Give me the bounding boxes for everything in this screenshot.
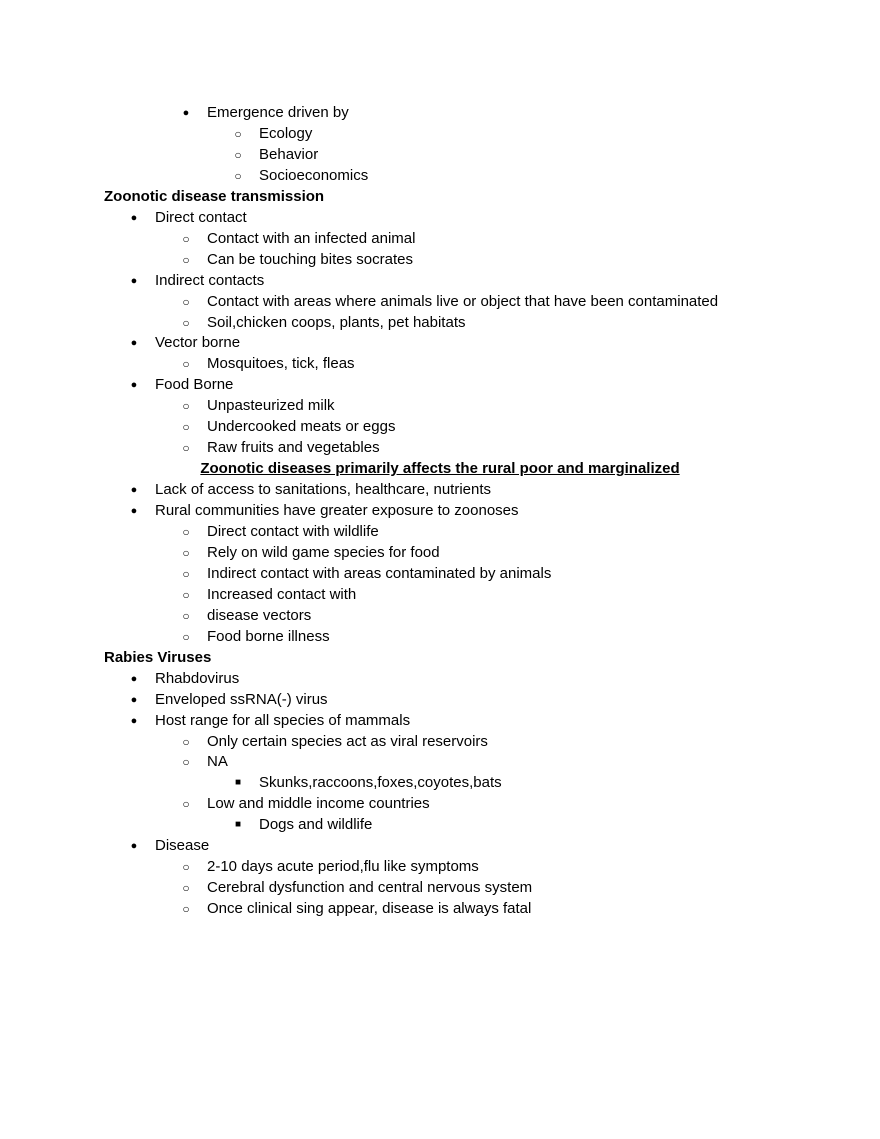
circle-bullet-icon: ○ — [182, 587, 190, 602]
disc-bullet-icon: ● — [130, 274, 138, 287]
circle-bullet-icon: ○ — [234, 147, 242, 162]
circle-bullet-icon: ○ — [182, 315, 190, 330]
list-item-text: Only certain species act as viral reservoirs — [207, 732, 488, 750]
list-item-text: Contact with areas where animals live or object that have been contaminated — [207, 292, 719, 310]
section-heading: Rabies Viruses — [104, 648, 212, 666]
circle-bullet-icon: ○ — [182, 755, 190, 770]
list-item-text: Soil,chicken coops, plants, pet habitats — [207, 313, 466, 331]
list-item-text: Undercooked meats or eggs — [207, 418, 396, 436]
list-item-text: Rely on wild game species for food — [207, 543, 440, 561]
list-item-text: Cerebral dysfunction and central nervous system — [207, 879, 533, 897]
list-item-text: Food borne illness — [207, 627, 330, 645]
disc-bullet-icon: ● — [130, 484, 138, 497]
list-item-text: Unpasteurized milk — [207, 397, 335, 415]
list-item-text: Ecology — [259, 124, 313, 142]
disc-bullet-icon: ● — [130, 840, 138, 853]
circle-bullet-icon: ○ — [182, 566, 190, 581]
list-item-text: Once clinical sing appear, disease is always fatal — [207, 900, 532, 918]
list-item-text: Rural communities have greater exposure to zoonoses — [155, 502, 519, 520]
list-item-text: Low and middle income countries — [207, 795, 430, 813]
circle-bullet-icon: ○ — [182, 629, 190, 644]
list-item-text: Vector borne — [155, 334, 241, 352]
list-item-text: Direct contact — [155, 208, 247, 226]
circle-bullet-icon: ○ — [182, 252, 190, 267]
list-item-text: disease vectors — [207, 606, 312, 624]
section-heading: Zoonotic disease transmission — [104, 187, 325, 205]
centered-section-heading: Zoonotic diseases primarily affects the rural poor and marginalized — [200, 460, 680, 478]
list-item-text: Lack of access to sanitations, healthcare, nutrients — [155, 481, 492, 499]
list-item-text: Socioeconomics — [259, 166, 369, 184]
disc-bullet-icon: ● — [130, 714, 138, 727]
circle-bullet-icon: ○ — [182, 734, 190, 749]
list-item-text: Indirect contact with areas contaminated by animals — [207, 564, 552, 582]
circle-bullet-icon: ○ — [234, 126, 242, 141]
circle-bullet-icon: ○ — [182, 441, 190, 456]
disc-bullet-icon: ● — [182, 107, 190, 119]
disc-bullet-icon: ● — [130, 693, 138, 706]
list-item-text: Can be touching bites socrates — [207, 250, 413, 268]
list-item-text: Direct contact with wildlife — [207, 523, 379, 540]
circle-bullet-icon: ○ — [182, 357, 190, 372]
list-item-text: Rhabdovirus — [155, 669, 240, 687]
list-item-text: Mosquitoes, tick, fleas — [207, 355, 355, 373]
circle-bullet-icon: ○ — [182, 399, 190, 414]
disc-bullet-icon: ● — [130, 211, 138, 224]
circle-bullet-icon: ○ — [182, 902, 190, 917]
circle-bullet-icon: ○ — [182, 294, 190, 309]
list-item-text: Host range for all species of mammals — [155, 711, 411, 729]
circle-bullet-icon: ○ — [182, 608, 190, 623]
list-item-text: Disease — [155, 837, 210, 855]
list-item-text: Emergence driven by — [207, 104, 349, 121]
square-bullet-icon: ■ — [234, 777, 242, 789]
circle-bullet-icon: ○ — [182, 881, 190, 896]
list-item-text: Contact with an infected animal — [207, 229, 416, 247]
square-bullet-icon: ■ — [234, 819, 242, 831]
list-item-text: Skunks,raccoons,foxes,coyotes,bats — [259, 774, 502, 792]
list-item-text: Food Borne — [155, 376, 234, 394]
list-item-text: 2-10 days acute period,flu like symptoms — [207, 858, 479, 876]
circle-bullet-icon: ○ — [182, 797, 190, 812]
disc-bullet-icon: ● — [130, 337, 138, 350]
list-item-text: Indirect contacts — [155, 271, 265, 289]
disc-bullet-icon: ● — [130, 672, 138, 685]
circle-bullet-icon: ○ — [182, 231, 190, 246]
list-item-text: Behavior — [259, 145, 319, 163]
circle-bullet-icon: ○ — [182, 420, 190, 435]
disc-bullet-icon: ● — [130, 379, 138, 392]
list-item-text: NA — [207, 753, 228, 771]
list-item-text: Dogs and wildlife — [259, 816, 373, 834]
disc-bullet-icon: ● — [130, 505, 138, 518]
list-item-text: Enveloped ssRNA(-) virus — [155, 690, 328, 708]
circle-bullet-icon: ○ — [234, 168, 242, 183]
circle-bullet-icon: ○ — [182, 545, 190, 560]
list-item-text: Raw fruits and vegetables — [207, 439, 380, 457]
list-item-text: Increased contact with — [207, 585, 357, 603]
circle-bullet-icon: ○ — [182, 860, 190, 875]
circle-bullet-icon: ○ — [182, 525, 190, 539]
